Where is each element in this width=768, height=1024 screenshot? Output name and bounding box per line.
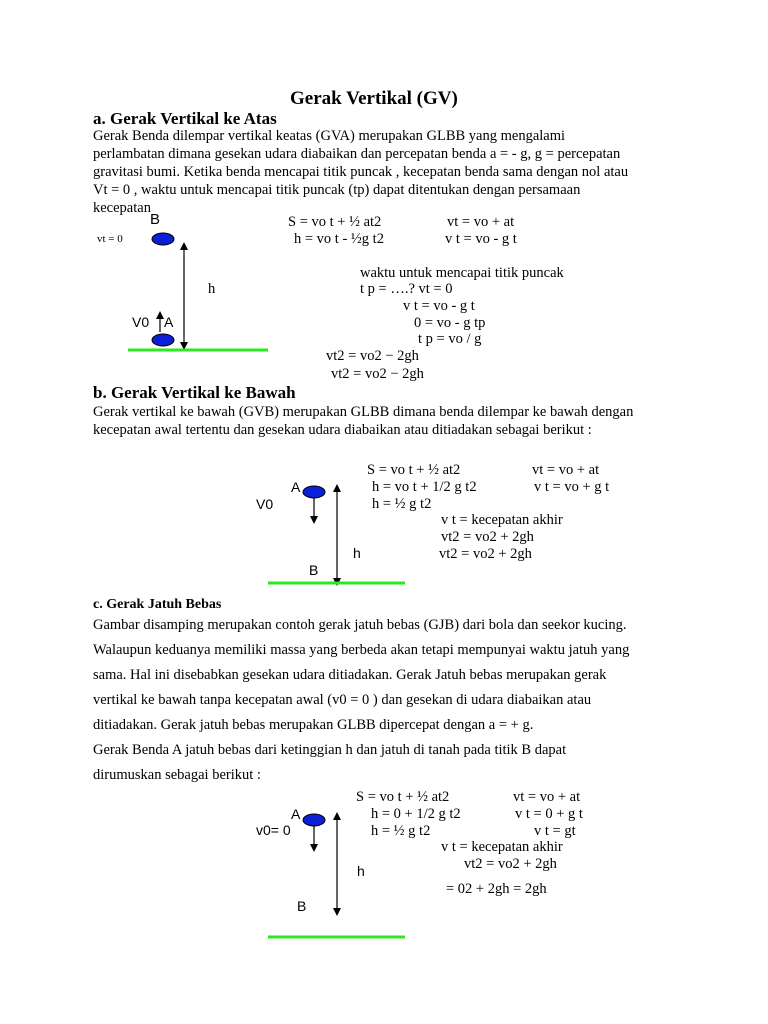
figure-c-label-h: h xyxy=(357,863,365,879)
eq-c-s: S = vo t + ½ at2 xyxy=(356,789,450,805)
paragraph-line: Gerak Benda dilempar vertikal keatas (GVA) merupakan GLBB yang mengalami xyxy=(93,128,566,144)
paragraph-line: dirumuskan sebagai berikut : xyxy=(93,767,261,783)
eq-b-h2: h = ½ g t2 xyxy=(372,496,432,512)
figure-c xyxy=(268,814,405,937)
eq-a-vt1: vt = vo + at xyxy=(447,214,515,230)
eq-a-h: h = vo t - ½g t2 xyxy=(294,231,384,247)
section-b-heading: b. Gerak Vertikal ke Bawah xyxy=(93,383,296,402)
figure-c-label-v0: v0= 0 xyxy=(256,822,291,838)
paragraph-line: kecepatan awal tertentu dan gesekan udara diabaikan atau ditiadakan sebagai berikut : xyxy=(93,422,592,438)
eq-c-vt2: v t = 0 + g t xyxy=(515,806,583,822)
paragraph-line: Vt = 0 , waktu untuk mencapai titik puncak (tp) dapat ditentukan dengan persamaan xyxy=(93,182,581,198)
figure-b-label-bottom: B xyxy=(309,562,319,578)
eq-a-peak-1: v t = vo - g t xyxy=(403,298,475,314)
figure-b-label-top: A xyxy=(291,479,301,495)
figure-a-label-v0: V0 xyxy=(132,314,150,330)
figure-b-label-h: h xyxy=(353,545,361,561)
eq-a-peak-title: waktu untuk mencapai titik puncak xyxy=(360,265,564,281)
figure-b xyxy=(268,486,405,583)
eq-c-sq1: vt2 = vo2 + 2gh xyxy=(464,856,557,872)
figure-b-label-v0: V0 xyxy=(256,496,274,512)
paragraph-line: Walaupun keduanya memiliki massa yang berbeda akan tetapi mempunyai waktu jatuh yang xyxy=(93,642,630,658)
eq-a-peak-2: 0 = vo - g tp xyxy=(414,315,486,331)
ball-top xyxy=(152,233,174,245)
eq-a-peak-3: t p = vo / g xyxy=(418,331,482,347)
eq-c-vt3: v t = gt xyxy=(534,823,576,839)
eq-a-vt2: v t = vo - g t xyxy=(445,231,517,247)
eq-a-s: S = vo t + ½ at2 xyxy=(288,214,382,230)
eq-a-peak-tp: t p = ….? vt = 0 xyxy=(360,281,453,297)
paragraph-line: Gambar disamping merupakan contoh gerak jatuh bebas (GJB) dari bola dan seekor kucing. xyxy=(93,617,627,633)
page-title: Gerak Vertikal (GV) xyxy=(290,88,458,109)
figure-a xyxy=(128,233,268,350)
figure-c-label-top: A xyxy=(291,806,301,822)
eq-b-vt1: vt = vo + at xyxy=(532,462,600,478)
figure-a-label-bottom: A xyxy=(164,314,174,330)
paragraph-line: Gerak vertikal ke bawah (GVB) merupakan GLBB dimana benda dilempar ke bawah dengan xyxy=(93,404,634,420)
figure-a-label-vt0: vt = 0 xyxy=(97,233,123,245)
eq-c-h2: h = ½ g t2 xyxy=(371,823,431,839)
eq-b-vt2: v t = vo + g t xyxy=(534,479,610,495)
eq-b-def: v t = kecepatan akhir xyxy=(441,512,563,528)
eq-b-s: S = vo t + ½ at2 xyxy=(367,462,461,478)
paragraph-line: vertikal ke bawah tanpa kecepatan awal (v0 = 0 ) dan gesekan di udara diabaikan atau xyxy=(93,692,592,708)
ball-bottom xyxy=(152,334,174,346)
section-a-heading: a. Gerak Vertikal ke Atas xyxy=(93,109,277,128)
paragraph-line: ditiadakan. Gerak jatuh bebas merupakan GLBB dipercepat dengan a = + g. xyxy=(93,717,534,733)
eq-b-sq2: vt2 = vo2 + 2gh xyxy=(439,546,532,562)
ball xyxy=(303,814,325,826)
eq-a-vt-sq1: vt2 = vo2 − 2gh xyxy=(326,348,419,364)
paragraph-line: perlambatan dimana gesekan udara diabaikan dan percepatan benda a = - g, g = percepatan xyxy=(93,146,621,162)
paragraph-line: Gerak Benda A jatuh bebas dari ketinggian h dan jatuh di tanah pada titik B dapat xyxy=(93,742,567,758)
figure-a-label-h: h xyxy=(208,281,216,297)
paragraph-line: gravitasi bumi. Ketika benda mencapai titik puncak , kecepatan benda sama dengan nol atau xyxy=(93,164,629,180)
section-c-heading: c. Gerak Jatuh Bebas xyxy=(93,597,222,612)
ball xyxy=(303,486,325,498)
eq-c-sq2: = 02 + 2gh = 2gh xyxy=(446,881,547,897)
paragraph-line: kecepatan xyxy=(93,200,151,216)
eq-c-def: v t = kecepatan akhir xyxy=(441,839,563,855)
figure-c-label-bottom: B xyxy=(297,898,307,914)
eq-c-vt1: vt = vo + at xyxy=(513,789,581,805)
eq-b-h1: h = vo t + 1/2 g t2 xyxy=(372,479,477,495)
eq-b-sq1: vt2 = vo2 + 2gh xyxy=(441,529,534,545)
eq-a-vt-sq2: vt2 = vo2 − 2gh xyxy=(331,366,424,382)
paragraph-line: sama. Hal ini disebabkan gesekan udara ditiadakan. Gerak Jatuh bebas merupakan gerak xyxy=(93,667,607,683)
figure-a-label-top: B xyxy=(150,211,161,228)
eq-c-h1: h = 0 + 1/2 g t2 xyxy=(371,806,461,822)
